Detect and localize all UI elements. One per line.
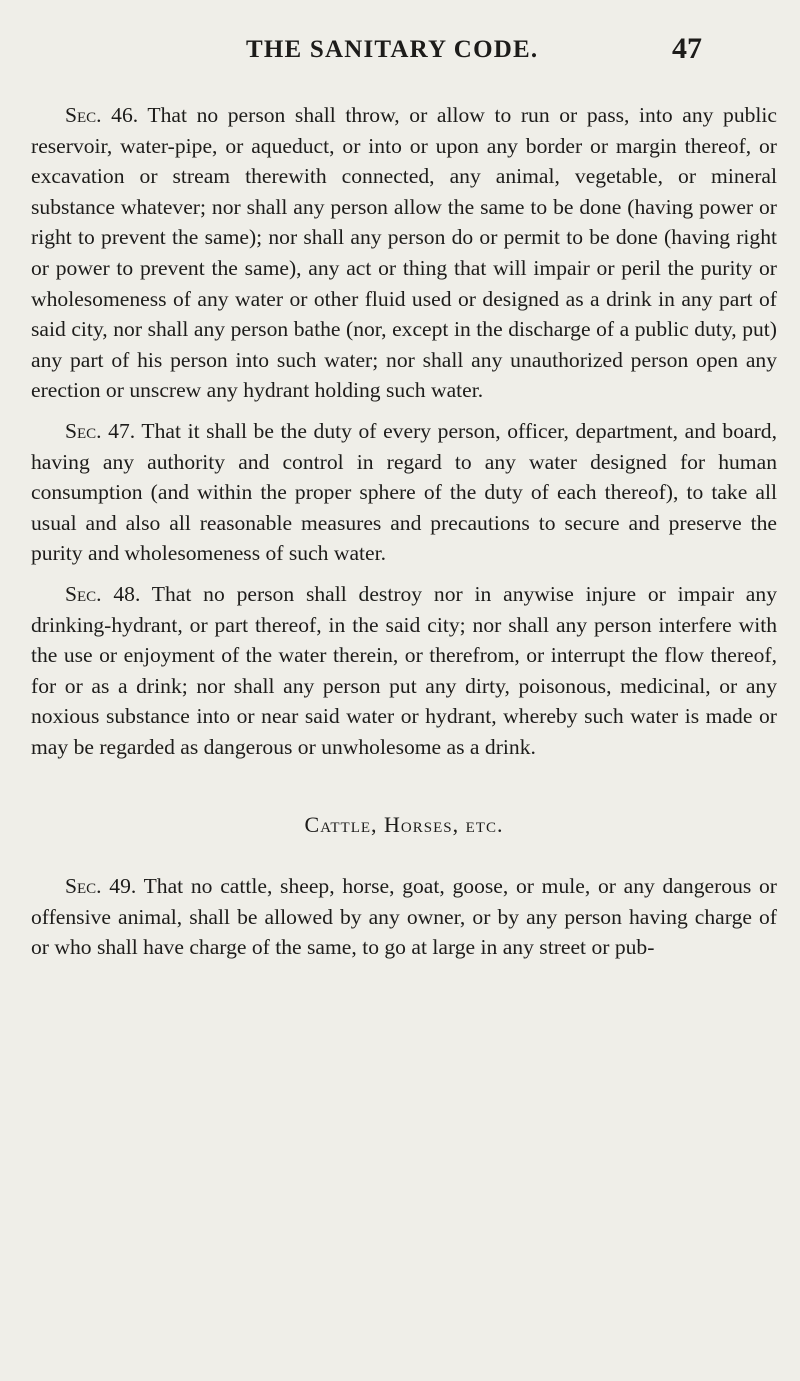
running-title: THE SANITARY CODE. [246, 36, 539, 63]
section-label: Sec. 48. [65, 581, 141, 606]
subheading: Cattle, Horses, etc. [304, 812, 504, 838]
section-label: Sec. 46. [65, 103, 139, 127]
section-label: Sec. 49. [65, 874, 137, 899]
section-46-paragraph [31, 100, 777, 406]
section-48-paragraph [31, 579, 777, 763]
section-label: Sec. 47. [65, 418, 136, 443]
section-47-paragraph [31, 416, 777, 569]
section-text: That no cattle, sheep, horse, goat, goose, or mule, or any dangerous or offensive animal, shall be allowed by any owner, or by any person having charge of or who shall have charge of the same, to go at large in any street or pub- [31, 874, 777, 960]
page-number: 47 [672, 32, 702, 65]
body-text [31, 100, 777, 963]
section-text: That no person shall destroy nor in anywise injure or impair any drinking-hydrant, or part thereof, in the said city; nor shall any person interfere with the use or enjoyment of the water therein, or therefrom, or interrupt the flow thereof, for or as a drink; nor shall any person put any dirty, poisonous, medicinal, or any noxious substance into or near said water or hydrant, whereby such water is made or may be regarded as dangerous or unwholesome as a drink. [31, 581, 777, 759]
section-text: That it shall be the duty of every person, officer, department, and board, having any authority and control in regard to any water designed for human consumption (and within the proper sphere of the duty of each thereof), to take all usual and also all reasonable measures and precautions to secure and preserve the purity and wholesomeness of such water. [31, 418, 777, 566]
section-text: That no person shall throw, or allow to run or pass, into any public reservoir, water-pipe, or aqueduct, or into or upon any border or margin thereof, or excavation or stream therewith connected, any animal, vegetable, or mineral substance whatever; nor shall any person allow the same to be done (having power or right to prevent the same); nor shall any person do or permit to be done (having right or power to prevent the same), any act or thing that will impair or peril the purity or wholesomeness of any water or other fluid used or designed as a drink in any part of said city, nor shall any person bathe (nor, except in the discharge of a public duty, put) any part of his person into such water; nor shall any unauthorized person open any erection or unscrew any hydrant holding such water. [31, 103, 777, 403]
running-head [0, 30, 800, 70]
section-49-paragraph [31, 871, 777, 963]
